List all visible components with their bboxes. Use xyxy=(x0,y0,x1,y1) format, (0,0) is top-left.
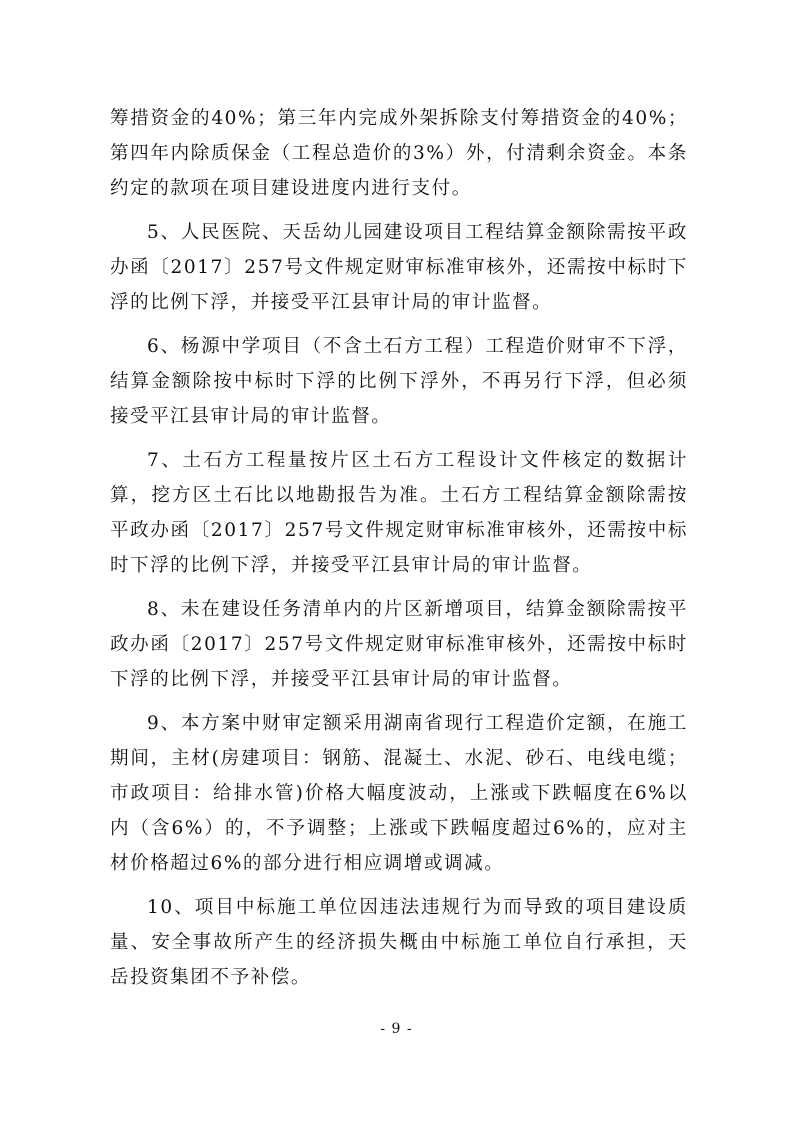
paragraph-item-9: 9、本方案中财审定额采用湖南省现行工程造价定额，在施工期间，主材(房建项目：钢筋、混凝土、水泥、砂石、电线电缆；市政项目：给排水管)价格大幅度波动，上涨或下跌幅度在6%以内（含6%）的，不予调整；上涨或下跌幅度超过6%的，应对主材价格超过6%的部分进行相应调增或调减。 xyxy=(110,713,688,874)
paragraph-continuation: 筹措资金的40%；第三年内完成外架拆除支付筹措资金的40%；第四年内除质保金（工程总造价的3%）外，付清剩余资金。本条约定的款项在项目建设进度内进行支付。 xyxy=(110,108,688,199)
paragraph-item-5: 5、人民医院、天岳幼儿园建设项目工程结算金额除需按平政办函〔2017〕257号文件规定财审标准审核外，还需按中标时下浮的比例下浮，并接受平江县审计局的审计监督。 xyxy=(110,222,688,313)
paragraph-item-7: 7、土石方工程量按片区土石方工程设计文件核定的数据计算，挖方区土石比以地勘报告为准。土石方工程结算金额除需按平政办函〔2017〕257号文件规定财审标准审核外，还需按中标时下浮的比例下浮，并接受平江县审计局的审计监督。 xyxy=(110,450,688,576)
paragraph-item-10: 10、项目中标施工单位因违法违规行为而导致的项目建设质量、安全事故所产生的经济损失概由中标施工单位自行承担，天岳投资集团不予补偿。 xyxy=(110,897,688,988)
paragraph-item-6: 6、杨源中学项目（不含土石方工程）工程造价财审不下浮，结算金额除按中标时下浮的比例下浮外，不再另行下浮，但必须接受平江县审计局的审计监督。 xyxy=(110,336,688,427)
document-body xyxy=(110,101,688,995)
page-number: - 9 - xyxy=(380,1021,413,1037)
paragraph-item-8: 8、未在建设任务清单内的片区新增项目，结算金额除需按平政办函〔2017〕257号文件规定财审标准审核外，还需按中标时下浮的比例下浮，并接受平江县审计局的审计监督。 xyxy=(110,599,688,690)
